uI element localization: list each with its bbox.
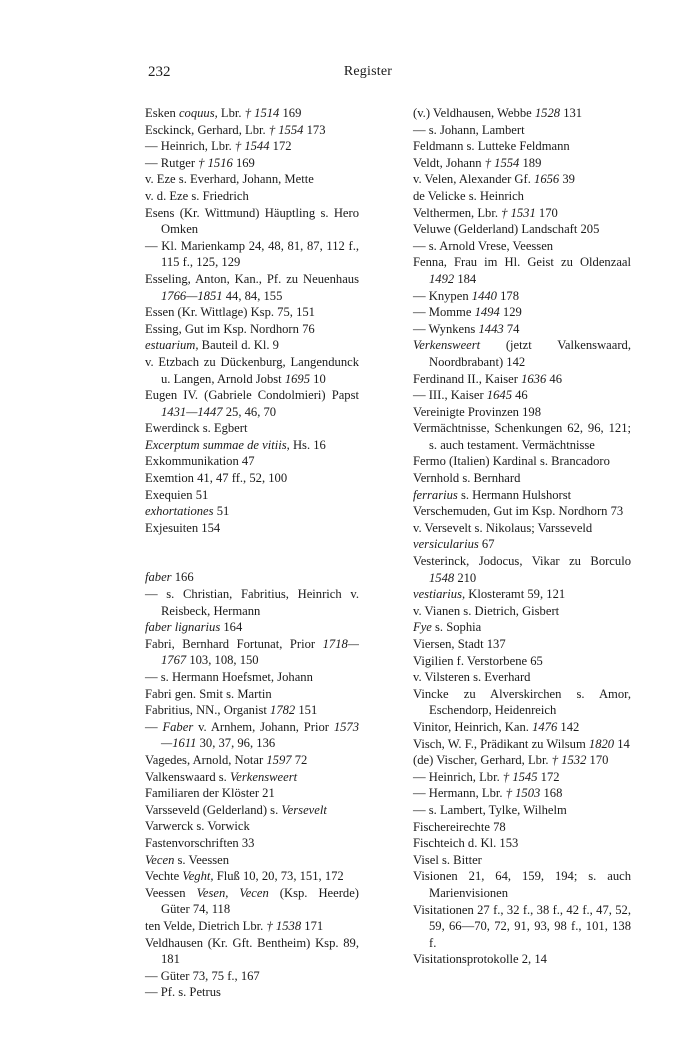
index-entry: Veldt, Johann † 1554 189 — [413, 155, 542, 170]
italic-text: 1645 — [486, 388, 512, 403]
index-entry: — Güter 73, 75 f., 167 — [145, 968, 260, 983]
index-entry: Varwerck s. Vorwick — [145, 819, 250, 834]
index-entry: Eugen IV. (Gabriele Condolmieri) Papst 1431—1447 25, 46, 70 — [145, 388, 359, 419]
index-entry: ten Velde, Dietrich Lbr. † 1538 171 — [145, 918, 324, 933]
index-entry: Fenna, Frau im Hl. Geist zu Oldenzaal 1492 184 — [413, 255, 631, 286]
index-entry: — Hermann, Lbr. † 1503 168 — [413, 786, 563, 801]
index-entry: Viersen, Stadt 137 — [413, 637, 506, 651]
italic-text: 1443 — [478, 321, 504, 336]
page-number: 232 — [148, 64, 171, 80]
index-entry: Visionen 21, 64, 159, 194; s. auch Marienvisionen — [413, 869, 631, 900]
index-entry: Visitationen 27 f., 32 f., 38 f., 42 f., 47, 52, 59, 66—70, 72, 91, 93, 98 f., 101, 138 f. — [413, 902, 631, 950]
index-entry: — Wynkens 1443 74 — [413, 321, 520, 336]
index-entry: — s. Hermann Hoefsmet, Johann — [145, 670, 313, 684]
italic-text: 1695 — [284, 371, 311, 386]
index-entry: Esens (Kr. Wittmund) Häuptling s. Hero Omken — [145, 205, 359, 237]
italic-text: † 1514 — [244, 106, 280, 120]
italic-text: vestiarius, — [413, 587, 466, 602]
index-entry: Fischteich d. Kl. 153 — [413, 836, 519, 851]
italic-text: 1820 — [588, 736, 615, 751]
index-entry: — Kl. Marienkamp 24, 48, 81, 87, 112 f., 115 f., 125, 129 — [145, 238, 359, 270]
index-entry: Familiaren der Klöster 21 — [145, 786, 275, 801]
italic-text: Verkensweert — [413, 338, 481, 353]
italic-text: † 1545 — [502, 769, 538, 784]
index-entry: Visel s. Bitter — [413, 852, 482, 867]
index-entry: Vagedes, Arnold, Notar 1597 72 — [145, 752, 308, 767]
index-entry: Vecen s. Veessen — [145, 852, 230, 867]
italic-text: 1766—1851 — [161, 288, 223, 303]
index-entry: — s. Arnold Vrese, Veessen — [413, 238, 554, 253]
index-entry: Fye s. Sophia — [413, 620, 482, 635]
italic-text: 1528 — [534, 106, 561, 120]
italic-text: 1548 — [429, 570, 455, 585]
page-header — [148, 64, 588, 86]
index-entry: Essen (Kr. Wittlage) Ksp. 75, 151 — [145, 305, 315, 320]
index-entry: — III., Kaiser 1645 46 — [413, 388, 528, 403]
italic-text: † 1503 — [505, 786, 541, 801]
index-column-right — [413, 105, 631, 968]
index-entry: Verkensweert (jetzt Valkenswaard, Noordbrabant) 142 — [413, 338, 631, 369]
italic-text: 1597 — [266, 752, 292, 767]
italic-text: faber — [145, 570, 172, 585]
index-entry: (v.) Veldhausen, Webbe 1528 131 — [413, 106, 583, 120]
index-entry: v. Versevelt s. Nikolaus; Varsseveld — [413, 520, 593, 535]
index-entry: v. Etzbach zu Dückenburg, Langendunck u. Langen, Arnold Jobst 1695 10 — [145, 354, 359, 386]
italic-text: 1440 — [471, 288, 497, 303]
index-entry: Feldmann s. Lutteke Feldmann — [413, 139, 570, 154]
italic-text: Excerptum summae de vitiis, — [145, 437, 290, 452]
index-entry: Ferdinand II., Kaiser 1636 46 — [413, 371, 562, 386]
index-entry: Essing, Gut im Ksp. Nordhorn 76 — [145, 321, 315, 336]
index-entry: de Velicke s. Heinrich — [413, 188, 524, 203]
index-entry: Vigilien f. Verstorbene 65 — [413, 653, 543, 668]
index-entry: v. Velen, Alexander Gf. 1656 39 — [413, 172, 575, 187]
italic-text: 1494 — [474, 305, 500, 320]
index-entry: Fabri gen. Smit s. Martin — [145, 686, 272, 701]
index-entry: — s. Christian, Fabritius, Heinrich v. Reisbeck, Hermann — [145, 587, 359, 618]
index-entry: — Pf. s. Petrus — [145, 985, 221, 1000]
index-entry: Vermächtnisse, Schenkungen 62, 96, 121; s. auch testament. Vermächtnisse — [413, 421, 631, 452]
italic-text: Vesen, Vecen — [196, 885, 269, 900]
italic-text: 1476 — [532, 719, 558, 734]
italic-text: exhortationes — [145, 504, 214, 519]
index-entry: Valkenswaard s. Verkensweert — [145, 769, 298, 784]
index-entry: Esckinck, Gerhard, Lbr. † 1554 173 — [145, 122, 326, 137]
index-entry: Esken coquus, Lbr. † 1514 169 — [145, 106, 302, 120]
italic-text: 1573—1611 — [161, 719, 359, 751]
index-entry: (de) Vischer, Gerhard, Lbr. † 1532 170 — [413, 753, 609, 768]
index-entry: Esseling, Anton, Kan., Pf. zu Neuenhaus 1766—1851 44, 84, 155 — [145, 271, 359, 303]
index-entry: Excerptum summae de vitiis, Hs. 16 — [145, 437, 326, 452]
index-entry: exhortationes 51 — [145, 504, 230, 519]
index-entry: Vesterinck, Jodocus, Vikar zu Borculo 1548 210 — [413, 554, 631, 585]
index-entry: Vinitor, Heinrich, Kan. 1476 142 — [413, 719, 580, 734]
italic-text: † 1516 — [198, 155, 233, 170]
italic-text: 1492 — [429, 271, 455, 286]
italic-text: Faber — [162, 719, 194, 734]
italic-text: versicularius — [413, 537, 479, 552]
index-entry: Exkommunikation 47 — [145, 454, 255, 469]
italic-text: coquus, — [178, 106, 218, 120]
index-entry: — s. Lambert, Tylke, Wilhelm — [413, 802, 567, 817]
italic-text: 1718—1767 — [161, 636, 359, 668]
index-entry: Exequien 51 — [145, 487, 209, 502]
italic-text: † 1544 — [234, 139, 270, 154]
italic-text: 1431—1447 — [161, 404, 223, 419]
index-entry: v. Vilsteren s. Everhard — [413, 670, 531, 685]
index-entry: — Faber v. Arnhem, Johann, Prior 1573—1611 30, 37, 96, 136 — [145, 719, 359, 751]
index-entry: Verschemuden, Gut im Ksp. Nordhorn 73 — [413, 504, 624, 519]
index-entry: Fermo (Italien) Kardinal s. Brancadoro — [413, 454, 610, 469]
italic-text: † 1554 — [268, 122, 304, 137]
index-entry: Veluwe (Gelderland) Landschaft 205 — [413, 222, 600, 237]
italic-text: ferrarius — [413, 487, 458, 502]
index-entry: Fischereirechte 78 — [413, 819, 506, 834]
index-entry: Fabri, Bernhard Fortunat, Prior 1718—1767 103, 108, 150 — [145, 636, 359, 668]
index-entry: estuarium, Bauteil d. Kl. 9 — [145, 338, 279, 353]
index-entry: faber 166 — [145, 570, 194, 585]
italic-text: † 1532 — [551, 753, 587, 768]
index-entry: Vincke zu Alverskirchen s. Amor, Eschendorp, Heidenreich — [413, 686, 631, 718]
index-entry: v. d. Eze s. Friedrich — [145, 188, 249, 203]
index-entry: Veldhausen (Kr. Gft. Bentheim) Ksp. 89, 181 — [145, 935, 359, 967]
index-entry: Visitationsprotokolle 2, 14 — [413, 952, 547, 967]
italic-text: Veght, — [182, 869, 214, 884]
italic-text: † 1538 — [266, 918, 302, 933]
index-column-left — [145, 105, 359, 1001]
index-entry: Vechte Veght, Fluß 10, 20, 73, 151, 172 — [145, 869, 344, 884]
italic-text: 1636 — [521, 371, 547, 386]
italic-text: † 1554 — [484, 155, 520, 170]
italic-text: Verkensweert — [229, 769, 298, 784]
index-entry: Vernhold s. Bernhard — [413, 471, 521, 486]
index-entry: v. Eze s. Everhard, Johann, Mette — [145, 172, 314, 187]
running-head: Register — [343, 64, 393, 79]
index-entry: faber lignarius 164 — [145, 620, 243, 635]
index-entry: Fastenvorschriften 33 — [145, 835, 255, 850]
index-entry: vestiarius, Klosteramt 59, 121 — [413, 587, 566, 602]
index-entry: Vereinigte Provinzen 198 — [413, 404, 542, 419]
italic-text: Vecen — [145, 852, 175, 867]
index-entry: — Heinrich, Lbr. † 1545 172 — [413, 769, 560, 784]
index-entry: Veessen Vesen, Vecen (Ksp. Heerde) Güter 74, 118 — [145, 885, 359, 917]
index-entry: — s. Johann, Lambert — [413, 122, 525, 137]
index-entry: — Rutger † 1516 169 — [145, 155, 255, 170]
index-entry: Visch, W. F., Prädikant zu Wilsum 1820 14 — [413, 736, 630, 751]
italic-text: estuarium, — [145, 338, 199, 353]
section-gap — [145, 536, 359, 569]
italic-text: 1656 — [534, 172, 560, 187]
italic-text: Versevelt — [281, 802, 327, 817]
index-entry: Velthermen, Lbr. † 1531 170 — [413, 205, 558, 220]
italic-text: † 1531 — [501, 205, 536, 220]
index-entry: — Heinrich, Lbr. † 1544 172 — [145, 139, 292, 154]
index-entry: — Momme 1494 129 — [413, 305, 522, 320]
italic-text: faber lignarius — [145, 620, 221, 635]
italic-text: 1782 — [270, 703, 296, 718]
index-entry: Exjesuiten 154 — [145, 520, 221, 535]
index-entry: Exemtion 41, 47 ff., 52, 100 — [145, 471, 288, 486]
index-entry: v. Vianen s. Dietrich, Gisbert — [413, 603, 560, 618]
index-entry: — Knypen 1440 178 — [413, 288, 519, 303]
index-entry: ferrarius s. Hermann Hulshorst — [413, 487, 572, 502]
index-entry: Ewerdinck s. Egbert — [145, 421, 248, 436]
index-entry: Varsseveld (Gelderland) s. Versevelt — [145, 802, 327, 817]
italic-text: Fye — [413, 620, 432, 635]
index-entry: Fabritius, NN., Organist 1782 151 — [145, 703, 318, 718]
index-entry: versicularius 67 — [413, 537, 495, 552]
